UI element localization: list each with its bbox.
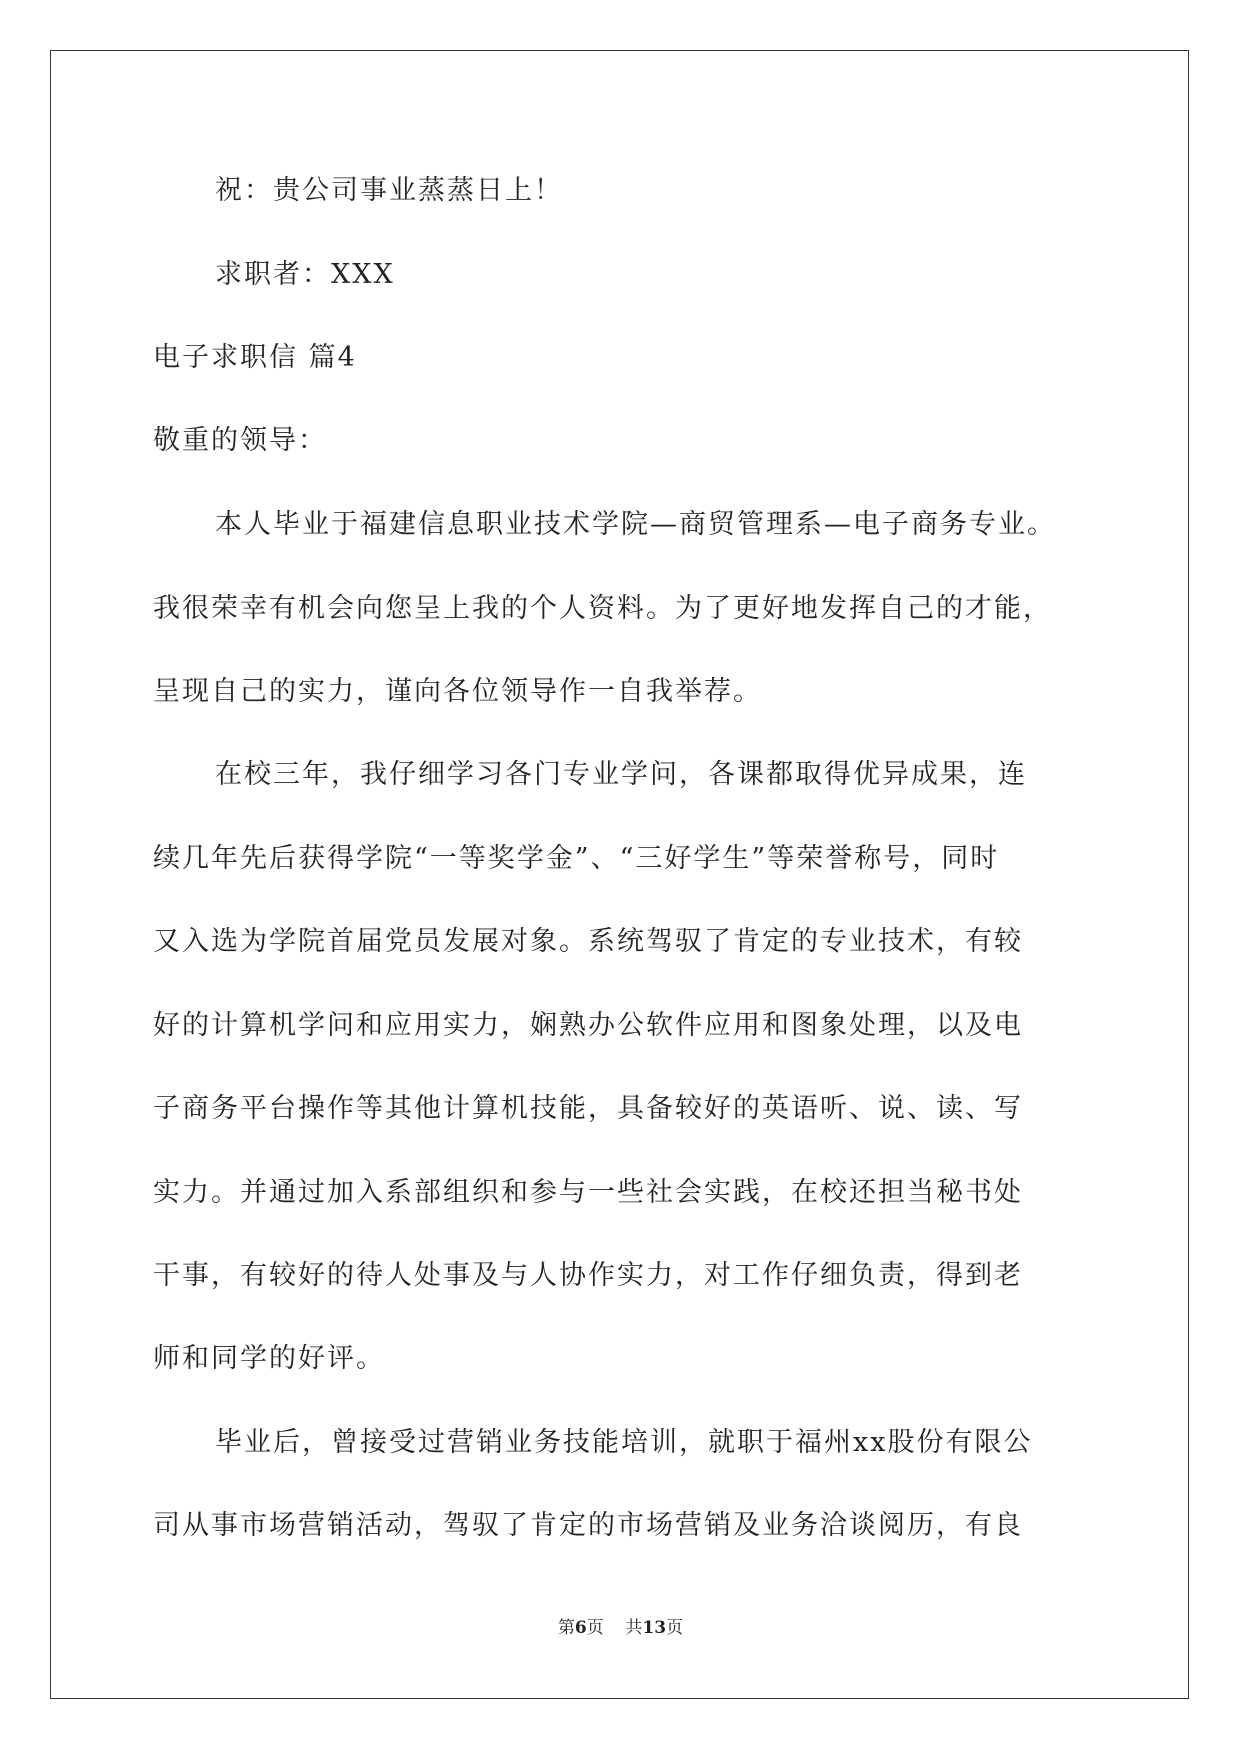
page-number: 6 [574,1618,587,1638]
paragraph-line: 我很荣幸有机会向您呈上我的个人资料。为了更好地发挥自己的才能， [153,593,1052,624]
paragraph-line: 毕业后，曾接受过营销业务技能培训，就职于福州xx股份有限公 [215,1427,1033,1458]
page-suffix: 页 [586,1618,604,1638]
paragraph-line: 司从事市场营销活动，驾驭了肯定的市场营销及业务洽谈阅历，有良 [153,1510,1023,1541]
paragraph-line: 实力。并通过加入系部组织和参与一些社会实践，在校还担当秘书处 [153,1177,1023,1208]
page-footer [0,1617,1241,1639]
paragraph-line: 子商务平台操作等其他计算机技能，具备较好的英语听、说、读、写 [153,1093,1023,1124]
signature-line: 求职者：XXX [215,259,395,290]
paragraph-line: 又入选为学院首届党员发展对象。系统驾驭了肯定的专业技术，有较 [153,926,1023,957]
closing-wish: 祝：贵公司事业蒸蒸日上！ [215,175,563,206]
total-suffix: 页 [666,1618,684,1638]
paragraph-line: 在校三年，我仔细学习各门专业学问，各课都取得优异成果，连 [215,759,1027,790]
salutation: 敬重的领导： [153,425,327,456]
total-pages: 13 [642,1618,667,1638]
paragraph-line: 师和同学的好评。 [153,1343,385,1374]
paragraph-line: 续几年先后获得学院“一等奖学金”、“三好学生”等荣誉称号，同时 [153,843,1000,874]
paragraph-line: 本人毕业于福建信息职业技术学院—商贸管理系—电子商务专业。 [215,509,1056,540]
paragraph-line: 好的计算机学问和应用实力，娴熟办公软件应用和图象处理，以及电 [153,1010,1023,1041]
paragraph-line: 干事，有较好的待人处事及与人协作实力，对工作仔细负责，得到老 [153,1260,1023,1291]
section-heading: 电子求职信 篇4 [153,342,357,373]
paragraph-line: 呈现自己的实力，谨向各位领导作一自我举荐。 [153,676,762,707]
page-prefix: 第 [557,1618,575,1638]
total-prefix: 共 [625,1618,643,1638]
